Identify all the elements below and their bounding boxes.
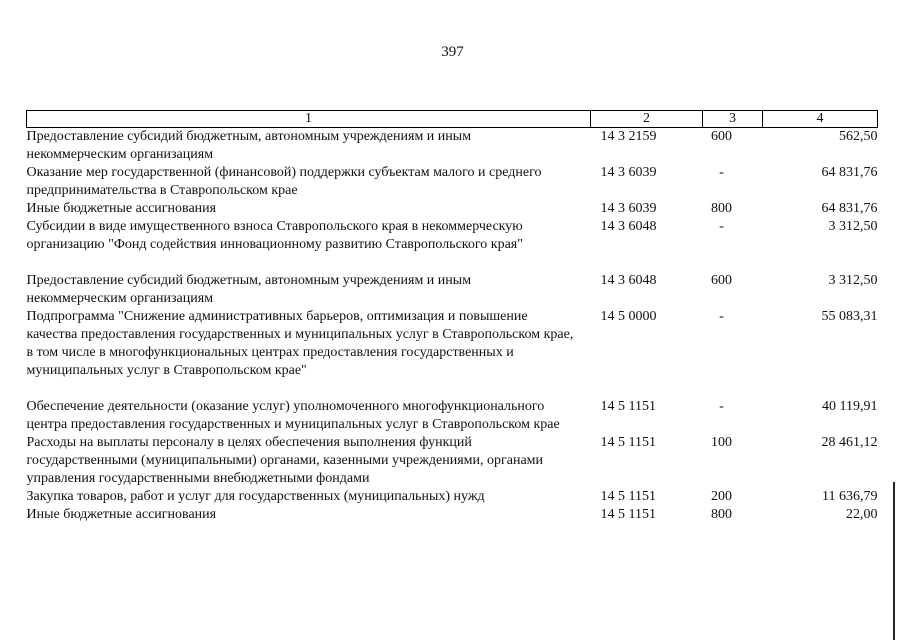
row-code-cell: 14 5 0000 (600, 309, 657, 324)
row-type-cell: 100 (711, 435, 732, 450)
row-amount-cell: 11 636,79 (822, 489, 878, 504)
row-code-cell: 14 5 1151 (600, 489, 656, 504)
row-name-cell: Подпрограмма "Снижение административных барьеров, оптимизация и повышение качества предоставления государственных и муниципальных услуг в Ставропольском крае, в том числе в многофункциональных центрах предоставления государственных и муниципальных услуг в Ставропольском крае" (26, 309, 574, 378)
row-code-cell: 14 5 1151 (600, 435, 656, 450)
header-col-1: 1 (27, 111, 591, 128)
row-amount-cell: 3 312,50 (828, 273, 878, 288)
row-amount-cell: 55 083,31 (821, 309, 878, 324)
table-row (27, 218, 878, 254)
row-code-cell: 14 3 6048 (600, 273, 657, 288)
row-name-cell: Предоставление субсидий бюджетным, автономным учреждениям и иным некоммерческим организациям (26, 273, 472, 306)
table-row (27, 200, 878, 218)
row-type-cell: - (719, 165, 724, 180)
row-code-cell: 14 5 1151 (600, 507, 656, 522)
header-col-4: 4 (763, 111, 878, 128)
row-name-cell: Расходы на выплаты персоналу в целях обеспечения выполнения функций государственными (муниципальными) органами, казенными учреждениями, органами управления государственными внебюджетными фондами (26, 435, 544, 486)
row-name-cell: Закупка товаров, работ и услуг для государственных (муниципальных) нужд (26, 489, 485, 504)
row-amount-cell: 3 312,50 (828, 219, 878, 234)
row-amount-cell: 22,00 (846, 507, 878, 522)
row-code-cell: 14 3 6048 (600, 219, 657, 234)
row-amount-cell: 40 119,91 (822, 399, 878, 414)
row-type-cell: - (719, 219, 724, 234)
spacer-cell (27, 254, 878, 272)
table-row (27, 434, 878, 488)
table-row (27, 272, 878, 308)
page-number: 397 (441, 44, 464, 60)
table-row (27, 488, 878, 506)
row-name-cell: Иные бюджетные ассигнования (26, 507, 217, 522)
row-type-cell: - (719, 309, 724, 324)
row-code-cell: 14 3 6039 (600, 165, 657, 180)
row-code-cell: 14 3 2159 (600, 129, 657, 144)
row-type-cell: 800 (711, 507, 732, 522)
row-type-cell: 600 (711, 129, 732, 144)
budget-table (26, 110, 878, 524)
row-amount-cell: 64 831,76 (821, 165, 878, 180)
row-amount-cell: 28 461,12 (821, 435, 878, 450)
spacer-row (27, 380, 878, 398)
row-name-cell: Оказание мер государственной (финансовой) поддержки субъектам малого и среднего предпринимательства в Ставропольском крае (26, 165, 542, 198)
row-name-cell: Обеспечение деятельности (оказание услуг) уполномоченного многофункционального центра предоставления государственных и муниципальных услуг в Ставропольском крае (26, 399, 560, 432)
table-row (27, 308, 878, 380)
row-name-cell: Субсидии в виде имущественного взноса Ставропольского края в некоммерческую организацию "Фонд содействия инновационному развитию Ставропольского края" (26, 219, 523, 252)
table-body (27, 128, 878, 525)
scan-edge-line (893, 482, 895, 640)
row-name-cell: Иные бюджетные ассигнования (26, 201, 217, 216)
row-code-cell: 14 5 1151 (600, 399, 656, 414)
table-row (27, 128, 878, 165)
header-col-2: 2 (591, 111, 703, 128)
spacer-row (27, 254, 878, 272)
row-type-cell: 600 (711, 273, 732, 288)
spacer-cell (27, 380, 878, 398)
row-amount-cell: 64 831,76 (821, 201, 878, 216)
table-row (27, 398, 878, 434)
table-row (27, 164, 878, 200)
table-header (27, 111, 878, 128)
header-row (27, 111, 878, 128)
table-row (27, 506, 878, 524)
row-name-cell: Предоставление субсидий бюджетным, автономным учреждениям и иным некоммерческим организациям (26, 129, 472, 162)
row-type-cell: - (719, 399, 724, 414)
row-code-cell: 14 3 6039 (600, 201, 657, 216)
row-type-cell: 200 (711, 489, 732, 504)
row-type-cell: 800 (711, 201, 732, 216)
header-col-3: 3 (703, 111, 763, 128)
row-amount-cell: 562,50 (839, 129, 878, 144)
